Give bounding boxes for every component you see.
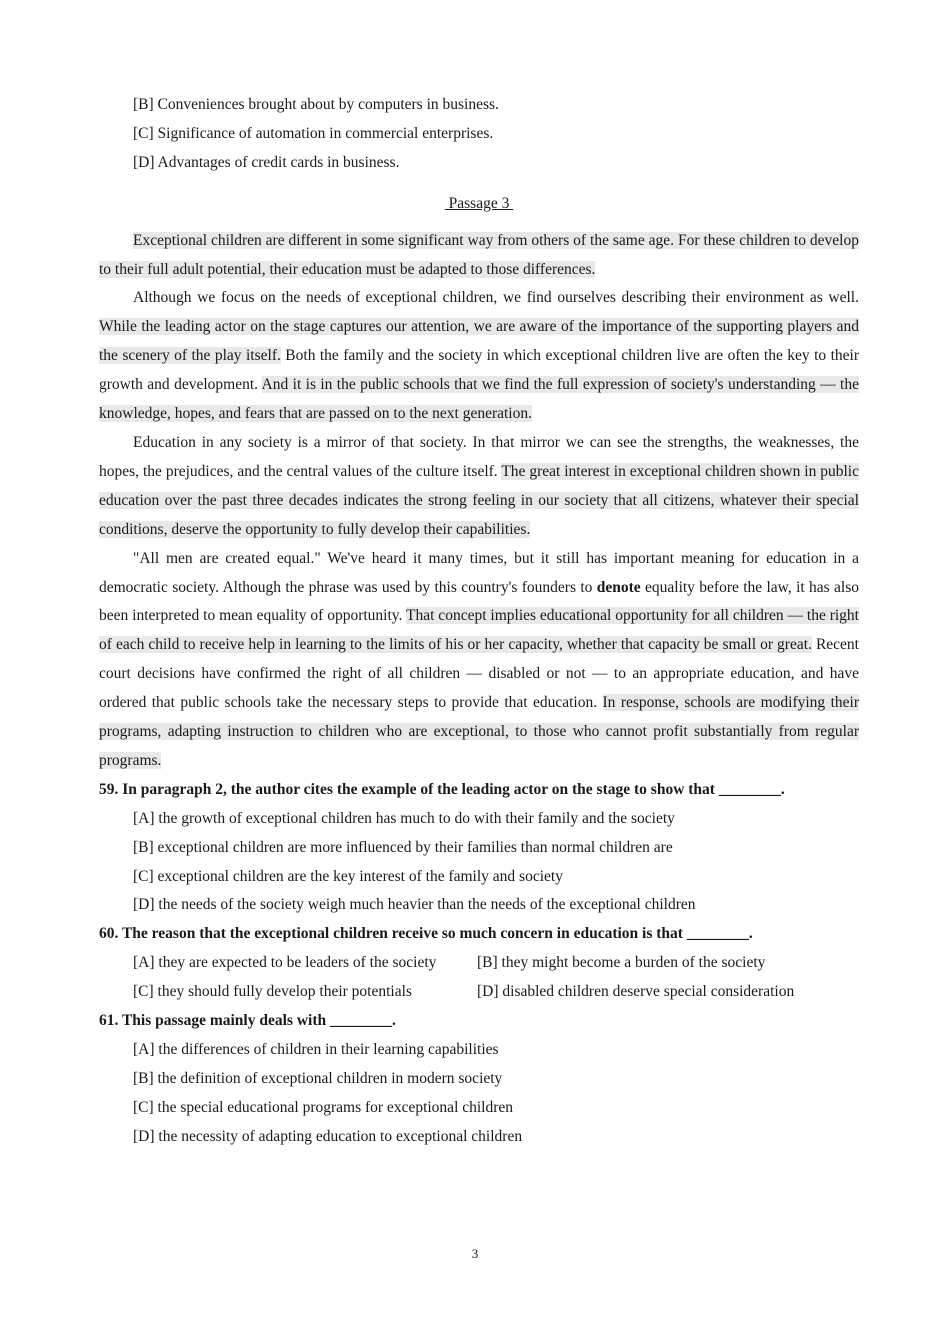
sentence: "All men are created equal." We've heard it many times, but it still has important meaning for education in a democratic society. Although the phrase was used by this country's founders to: [99, 549, 859, 596]
page-content: [99, 91, 859, 1152]
highlighted-sentence: That concept implies educational opportunity for all children — the right of each child to receive help in learning to the limits of his or her capacity, whether that capacity be small or great.: [99, 607, 859, 654]
question-stem: 60. The reason that the exceptional children receive so much concern in education is that ________.: [99, 925, 753, 943]
passage-paragraph-2: [99, 284, 859, 429]
option-d: [D] the needs of the society weigh much heavier than the needs of the exceptional children: [133, 896, 696, 914]
passage-paragraph-4: [99, 545, 859, 776]
question-60: [99, 920, 859, 1007]
question-61: [99, 1007, 859, 1152]
option-c: [C] the special educational programs for exceptional children: [133, 1098, 514, 1116]
passage-paragraph-3: [99, 429, 859, 545]
option-d: [D] Advantages of credit cards in business.: [133, 153, 400, 171]
page-number: 3: [471, 1246, 479, 1261]
option-c: [C] exceptional children are the key interest of the family and society: [133, 867, 563, 885]
sentence: equality before the law, it has also been interpreted to mean equality of opportunity.: [99, 578, 860, 625]
question-59: [99, 776, 859, 921]
option-b: [B] Conveniences brought about by computers in business.: [133, 96, 499, 113]
highlighted-sentence: And it is in the public schools that we find the full expression of society's understanding — the knowledge, hopes, and fears that are passed on to the next generation.: [99, 376, 859, 423]
option-row: [99, 978, 859, 1007]
option-c: [C] they should fully develop their potentials: [133, 983, 412, 1001]
highlighted-sentence: While the leading actor on the stage captures our attention, we are aware of the importance of the supporting players and the scenery of the play itself.: [99, 318, 859, 365]
option-b: [B] they might become a burden of the society: [477, 954, 766, 972]
option-d: [D] disabled children deserve special consideration: [477, 983, 795, 1001]
previous-question-options: [99, 91, 859, 178]
highlighted-sentence: In response, schools are modifying their programs, adapting instruction to children who are exceptional, to those who cannot profit substantially from regular programs.: [99, 694, 859, 769]
option-c: [C] Significance of automation in commercial enterprises.: [133, 124, 494, 142]
option-row: [99, 949, 859, 978]
option-d: [D] the necessity of adapting education to exceptional children: [133, 1127, 523, 1145]
sentence: Both the family and the society in which exceptional children live are often the key to their growth and development.: [99, 347, 859, 394]
highlighted-sentence: Exceptional children are different in some significant way from others of the same age. For these children to develop to their full adult potential, their education must be adapted to those differences.: [99, 231, 859, 278]
highlighted-sentence: The great interest in exceptional children shown in public education over the past three decades indicates the strong feeling in our society that all citizens, whatever their special conditions, deserve the opportunity to fully develop their capabilities.: [99, 462, 859, 538]
question-stem: 61. This passage mainly deals with ________.: [99, 1012, 396, 1030]
passage-title: Passage 3: [444, 194, 514, 212]
passage-paragraph-1: [99, 227, 859, 285]
option-a: [A] they are expected to be leaders of the society: [133, 954, 437, 972]
option-a: [A] the growth of exceptional children has much to do with their family and the society: [133, 809, 675, 827]
sentence: Recent court decisions have confirmed the right of all children — disabled or not — to an appropriate education, and have ordered that public schools take the necessary steps to provide that education.: [99, 636, 859, 712]
option-b: [B] the definition of exceptional children in modern society: [133, 1069, 503, 1087]
sentence: Education in any society is a mirror of that society. In that mirror we can see the strengths, the weaknesses, the hopes, the prejudices, and the central values of the culture itself.: [99, 433, 859, 480]
option-b: [B] exceptional children are more influenced by their families than normal children are: [133, 838, 673, 856]
option-a: [A] the differences of children in their learning capabilities: [133, 1041, 499, 1058]
bold-word: denote: [596, 578, 641, 596]
sentence: Although we focus on the needs of exceptional children, we find ourselves describing their environment as well.: [133, 289, 859, 307]
question-stem: 59. In paragraph 2, the author cites the example of the leading actor on the stage to show that ________.: [99, 780, 785, 798]
